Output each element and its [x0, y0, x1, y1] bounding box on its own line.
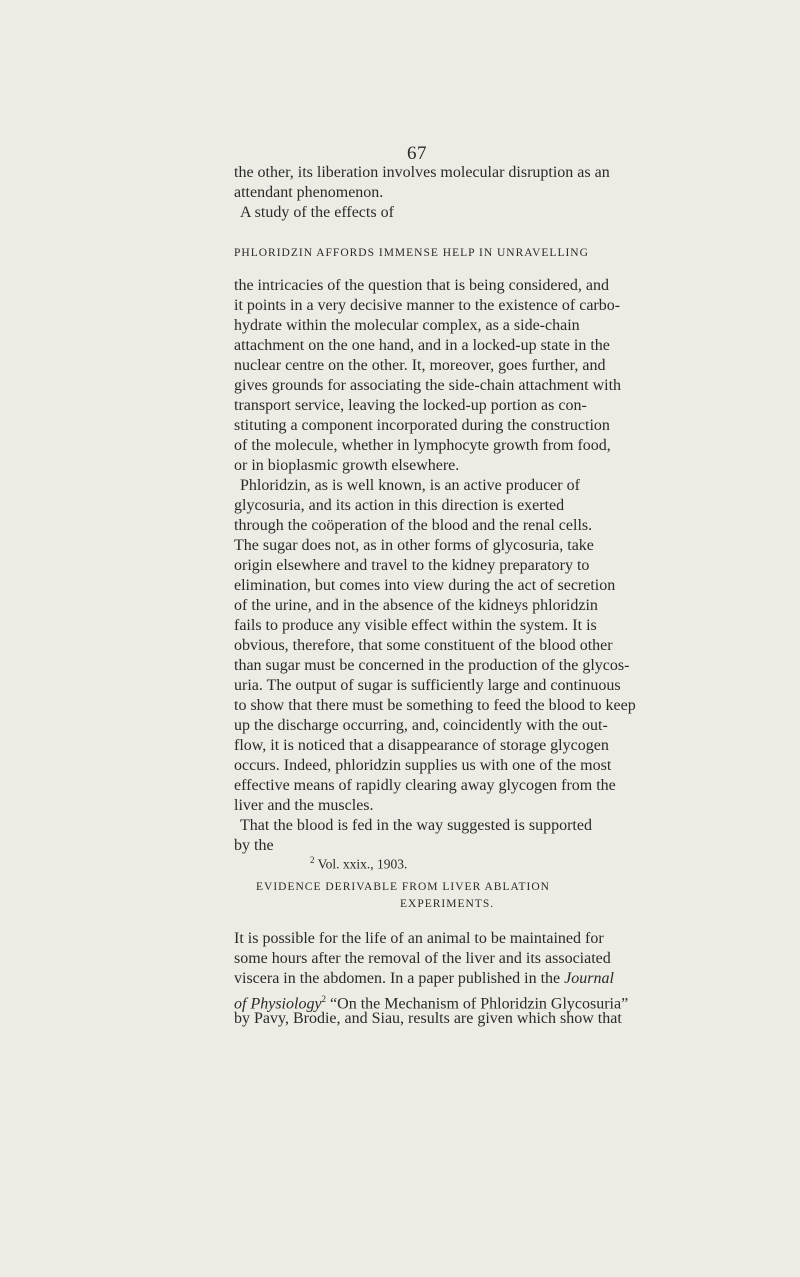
text-line: or in bioplasmic growth elsewhere.	[234, 457, 460, 474]
footnote-marker: 2	[321, 994, 327, 1004]
text-line: gives grounds for associating the side-chain attachment with	[234, 377, 622, 394]
text-line	[234, 968, 614, 990]
page-number: 67	[407, 143, 427, 164]
text-line: That the blood is fed in the way suggested is supported	[240, 817, 592, 834]
text-line: hydrate within the molecular complex, as a side-chain	[234, 317, 580, 334]
text-span: “On the Mechanism of Phloridzin Glycosuria”	[326, 995, 629, 1013]
text-line: attendant phenomenon.	[234, 184, 384, 201]
text-line: attachment on the one hand, and in a locked-up state in the	[234, 337, 610, 354]
text-line: origin elsewhere and travel to the kidney preparatory to	[234, 557, 590, 574]
text-line: It is possible for the life of an animal to be maintained for	[234, 930, 604, 947]
text-line: The sugar does not, as in other forms of glycosuria, take	[234, 537, 594, 554]
text-line: obvious, therefore, that some constituent of the blood other	[234, 637, 613, 654]
section-heading: EVIDENCE DERIVABLE FROM LIVER ABLATION	[256, 881, 550, 893]
text-line: nuclear centre on the other. It, moreover, goes further, and	[234, 357, 606, 374]
text-line: of the molecule, whether in lymphocyte growth from food,	[234, 437, 611, 454]
text-line: fails to produce any visible effect within the system. It is	[234, 617, 597, 634]
text-line: transport service, leaving the locked-up portion as con-	[234, 397, 587, 414]
text-line: occurs. Indeed, phloridzin supplies us with one of the most	[234, 757, 612, 774]
text-line: by the	[234, 837, 274, 854]
text-line: some hours after the removal of the liver and its associated	[234, 950, 611, 967]
text-line: liver and the muscles.	[234, 797, 374, 814]
text-line: Phloridzin, as is well known, is an active producer of	[240, 477, 580, 494]
text-line: uria. The output of sugar is sufficiently large and continuous	[234, 677, 621, 694]
text-line: by Pavy, Brodie, and Siau, results are given which show that	[234, 1010, 622, 1027]
footnote-text: Vol. xxix., 1903.	[317, 856, 408, 872]
text-line: the intricacies of the question that is being considered, and	[234, 277, 609, 294]
text-line: flow, it is noticed that a disappearance of storage glycogen	[234, 737, 609, 754]
text-line: through the coöperation of the blood and the renal cells.	[234, 517, 593, 534]
text-line: it points in a very decisive manner to the existence of carbo-	[234, 297, 621, 314]
footnote-marker: 2	[310, 855, 315, 865]
text-line: elimination, but comes into view during the act of secretion	[234, 577, 616, 594]
text-line: glycosuria, and its action in this direction is exerted	[234, 497, 565, 514]
text-line: to show that there must be something to feed the blood to keep	[234, 697, 636, 714]
journal-title: of Physiology	[234, 995, 322, 1013]
text-line	[234, 988, 629, 1013]
section-heading: PHLORIDZIN AFFORDS IMMENSE HELP IN UNRAVELLING	[234, 247, 589, 259]
text-line: up the discharge occurring, and, coincidently with the out-	[234, 717, 608, 734]
text-line: effective means of rapidly clearing away glycogen from the	[234, 777, 616, 794]
text-line: than sugar must be concerned in the production of the glycos-	[234, 657, 630, 674]
text-line: stituting a component incorporated during the construction	[234, 417, 610, 434]
text-line: the other, its liberation involves molecular disruption as an	[234, 164, 610, 181]
footnote	[310, 855, 407, 873]
text-span: viscera in the abdomen. In a paper published in the	[234, 970, 561, 987]
text-line: A study of the effects of	[240, 204, 394, 221]
text-line: of the urine, and in the absence of the kidneys phloridzin	[234, 597, 598, 614]
section-heading: EXPERIMENTS.	[400, 898, 495, 910]
journal-title: Journal	[564, 970, 614, 987]
